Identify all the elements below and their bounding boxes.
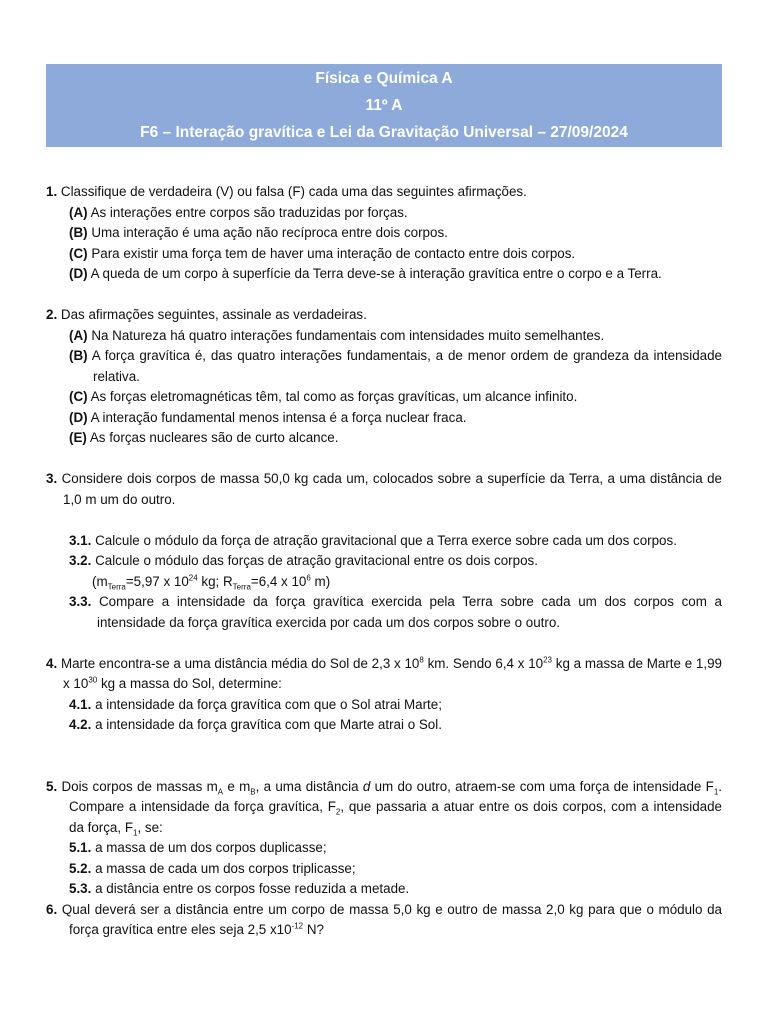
worksheet-header	[46, 64, 722, 147]
q3-sub-3: 3.3. Compare a intensidade da força gravítica exercida pela Terra sobre cada um dos corpos com a intensidade da força gravítica exercida por cada um dos corpos sobre o outro.	[69, 594, 722, 630]
q2-option-b: (B) A força gravítica é, das quatro interações fundamentais, a de menor ordem de grandeza da intensidade relativa.	[69, 348, 722, 384]
q1-option-b: (B) Uma interação é uma ação não recíproca entre dois corpos.	[69, 225, 448, 240]
question-3: 3. Considere dois corpos de massa 50,0 kg cada um, colocados sobre a superfície da Terra, a uma distância de 1,0 m um do outro.	[46, 471, 722, 507]
worksheet-content	[46, 182, 722, 941]
sheet-title: F6 – Interação gravítica e Lei da Gravitação Universal – 27/09/2024	[140, 124, 628, 141]
class-title: 11º A	[365, 97, 403, 114]
q4-sub-2: 4.2. a intensidade da força gravítica com que Marte atrai o Sol.	[69, 717, 442, 732]
q3-given-data: ($m_{Terra}=5,97$ x $10^{24}$ kg; $R_{Terra}=6,4$ x $10^6$ m)	[92, 573, 331, 592]
q2-option-e: (E) As forças nucleares são de curto alcance.	[69, 430, 339, 445]
q5-sub-2: 5.2. a massa de cada um dos corpos triplicasse;	[69, 860, 356, 876]
q1-option-a: (A) As interações entre corpos são traduzidas por forças.	[69, 204, 408, 220]
q5-sub-3: 5.3. a distância entre os corpos fosse reduzida a metade.	[69, 881, 410, 896]
question-5: 5. Dois corpos de massas $m_A$ e $m_B$, a uma distância d um do outro, atraem-se com uma força de intensidade $F_1$. Compare a intensidade da força gravítica, $F_2$, que passaria a atuar entre os dois corpos, com a intensidade da força, $F_1$, se:	[46, 778, 722, 838]
question-1: 1. Classifique de verdadeira (V) ou falsa (F) cada uma das seguintes afirmações.	[46, 184, 527, 199]
q3-sub-1: 3.1. Calcule o módulo da força de atração gravitacional que a Terra exerce sobre cada um dos corpos.	[69, 532, 677, 548]
q1-option-d: (D) A queda de um corpo à superfície da Terra deve-se à interação gravítica entre o corpo e a Terra.	[69, 266, 662, 281]
subject-title: Física e Química A	[315, 70, 453, 87]
q2-option-d: (D) A interação fundamental menos intensa é a força nuclear fraca.	[69, 409, 467, 425]
q3-sub-2: 3.2. Calcule o módulo das forças de atração gravitacional entre os dois corpos.	[69, 553, 538, 568]
q5-sub-1: 5.1. a massa de um dos corpos duplicasse;	[69, 840, 327, 855]
q2-option-a: (A) Na Natureza há quatro interações fundamentais com intensidades muito semelhantes.	[69, 327, 605, 343]
q1-option-c: (C) Para existir uma força tem de haver uma interação de contacto entre dois corpos.	[69, 245, 576, 261]
q2-option-c: (C) As forças eletromagnéticas têm, tal como as forças gravíticas, um alcance infinito.	[69, 389, 578, 404]
question-4: 4. Marte encontra-se a uma distância média do Sol de 2,3 x $10^8$ km. Sendo 6,4 x $10^{23}$ kg a massa de Marte e 1,99 x $10^{30}$ kg a massa do Sol, determine:	[46, 655, 722, 691]
q4-sub-1: 4.1. a intensidade da força gravítica com que o Sol atrai Marte;	[69, 696, 442, 712]
question-2: 2. Das afirmações seguintes, assinale as verdadeiras.	[46, 307, 367, 322]
question-6: 6. Qual deverá ser a distância entre um corpo de massa 5,0 kg e outro de massa 2,0 kg para que o módulo da força gravítica entre eles seja 2,5 $x10^{-12}$ N?	[46, 901, 722, 937]
